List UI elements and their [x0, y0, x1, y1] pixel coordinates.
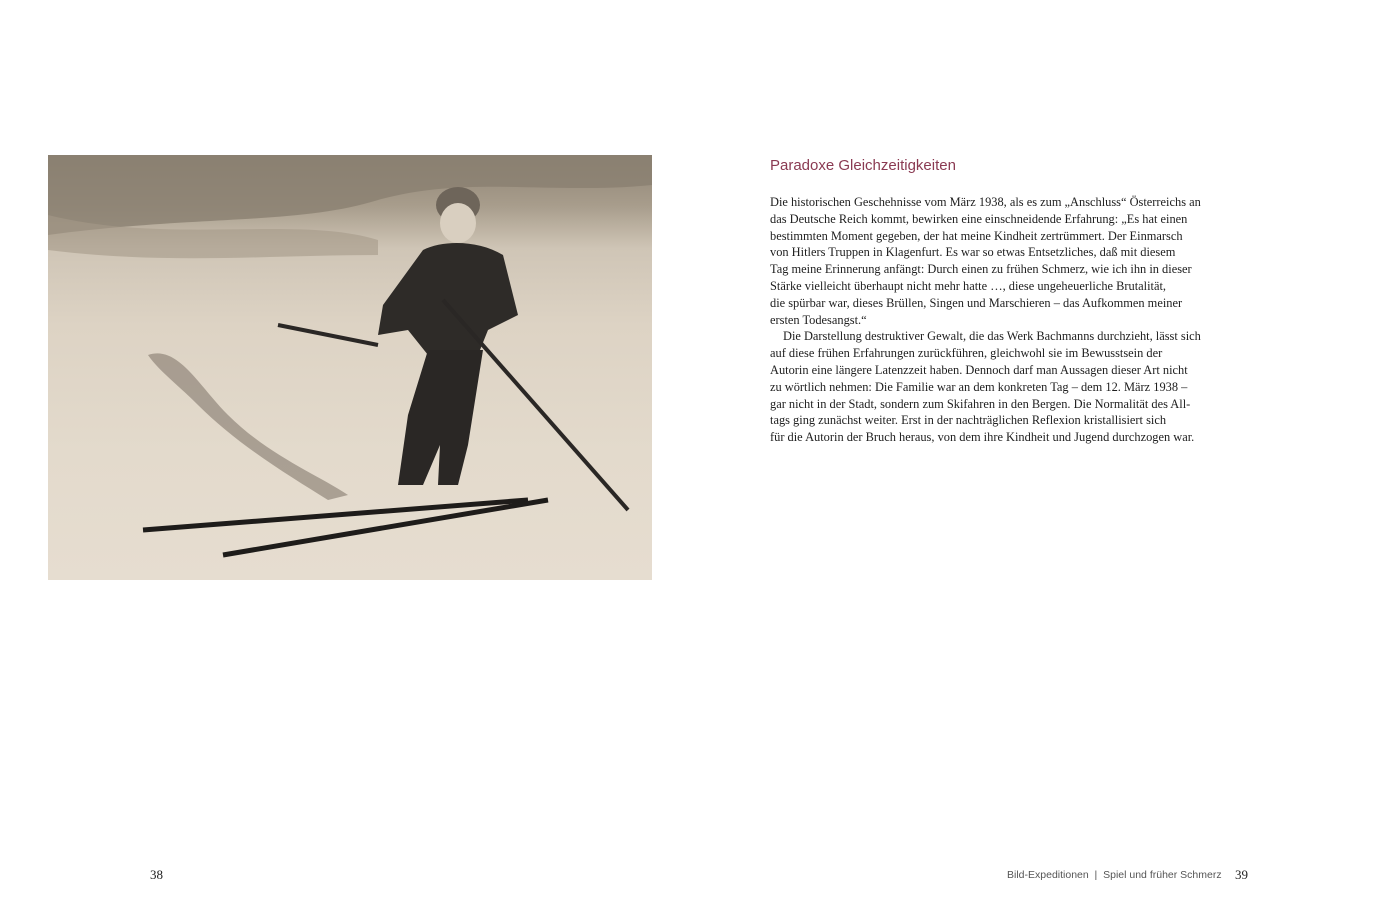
text-line: Autorin eine längere Latenzzeit haben. Dennoch darf man Aussagen dieser Art nicht	[770, 362, 1188, 377]
text-line: von Hitlers Truppen in Klagenfurt. Es war so etwas Entsetzliches, daß mit diesem	[770, 245, 1176, 260]
text-line: tags ging zunächst weiter. Erst in der nachträglichen Reflexion kristallisiert sich	[770, 413, 1167, 428]
text-line: gar nicht in der Stadt, sondern zum Skifahren in den Bergen. Die Normalität des All-	[770, 396, 1191, 411]
text-line: bestimmten Moment gegeben, der hat meine Kindheit zertrümmert. Der Einmarsch	[770, 228, 1183, 243]
text-line: zu wörtlich nehmen: Die Familie war an dem konkreten Tag – dem 12. März 1938 –	[770, 379, 1188, 394]
text-line: für die Autorin der Bruch heraus, von dem ihre Kindheit und Jugend durchzogen war.	[770, 430, 1195, 445]
text-line: Die Darstellung destruktiver Gewalt, die das Werk Bachmanns durchzieht, lässt sich	[783, 329, 1201, 344]
text-line: das Deutsche Reich kommt, bewirken eine einschneidende Erfahrung: „Es hat einen	[770, 211, 1188, 226]
photo-skier	[48, 155, 652, 580]
page-number-right: 39	[1235, 867, 1248, 882]
page-number-left: 38	[150, 867, 163, 882]
text-line: Die historischen Geschehnisse vom März 1938, als es zum „Anschluss“ Österreichs an	[770, 195, 1201, 209]
text-line: Stärke vielleicht überhaupt nicht mehr hatte …, diese ungeheuerliche Brutalität,	[770, 278, 1167, 293]
text-line: ersten Todesangst.“	[770, 312, 867, 327]
text-line: auf diese frühen Erfahrungen zurückführen, gleichwohl sie im Bewusstsein der	[770, 346, 1163, 361]
text-line: Tag meine Erinnerung anfängt: Durch einen zu frühen Schmerz, wie ich ihn in dieser	[770, 262, 1192, 277]
skier-illustration	[48, 155, 652, 580]
body-text	[770, 194, 1230, 446]
section-heading: Paradoxe Gleichzeitigkeiten	[770, 157, 956, 174]
running-header: Bild-Expeditionen | Spiel und früher Schmerz	[1007, 869, 1222, 881]
text-line: die spürbar war, dieses Brüllen, Singen und Marschieren – das Aufkommen meiner	[770, 295, 1183, 310]
